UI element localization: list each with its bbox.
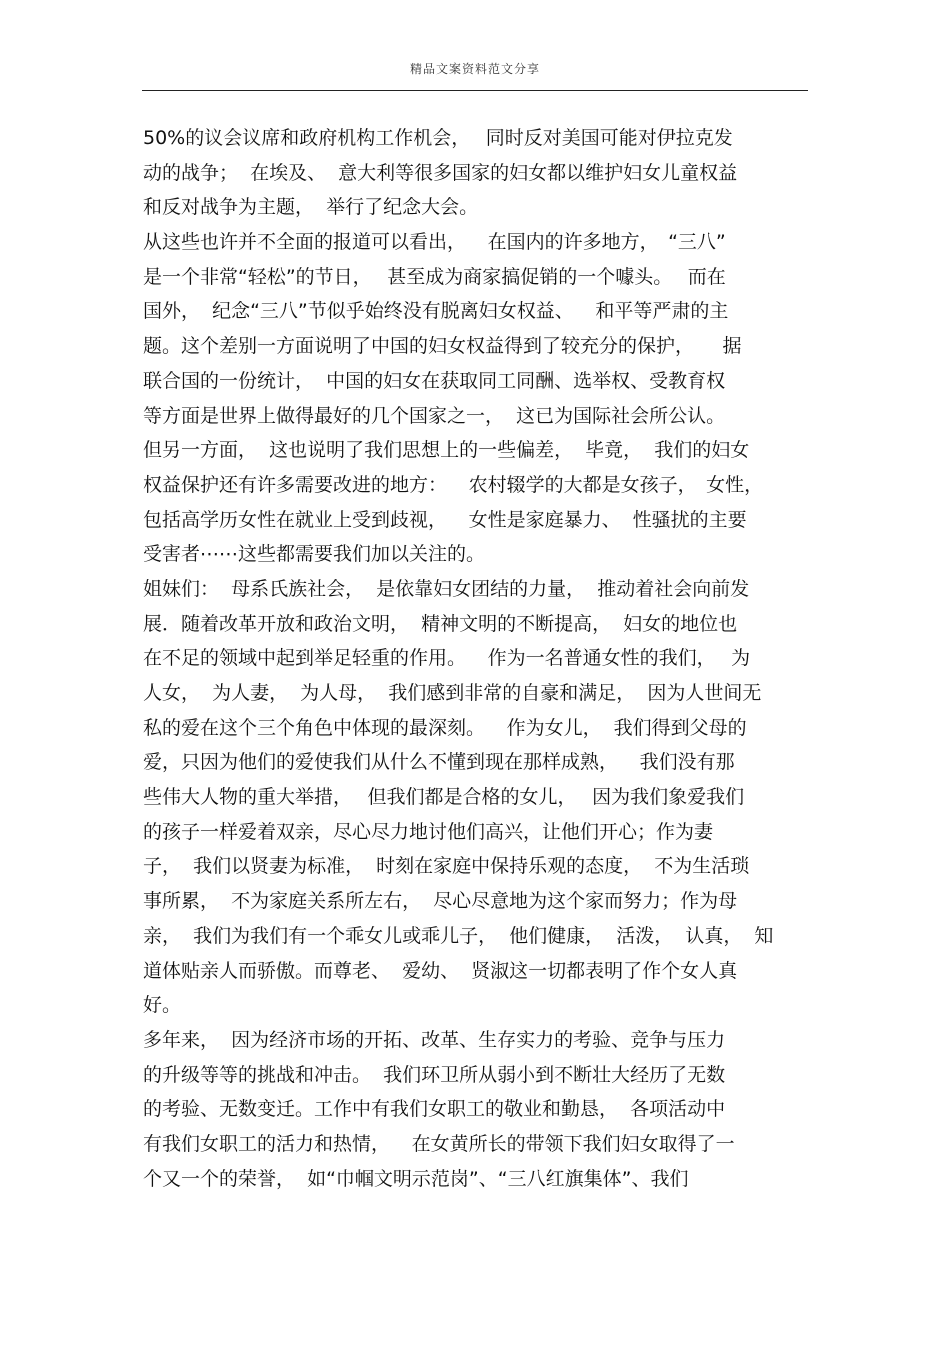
text-line: 好。	[143, 994, 182, 1017]
text-line: 个又一个的荣誉， 如“巾帼文明示范岗”、“三八红旗集体”、我们	[143, 1167, 689, 1190]
text-line: 是一个非常“轻松”的节日， 甚至成为商家搞促销的一个噱头。 而在	[143, 265, 726, 288]
text-line: 权益保护还有许多需要改进的地方： 农村辍学的大都是女孩子， 女性，	[143, 473, 764, 496]
text-line: 私的爱在这个三个角色中体现的最深刻。 作为女儿， 我们得到父母的	[143, 716, 747, 739]
text-line: 爱，只因为他们的爱使我们从什么不懂到现在那样成熟， 我们没有那	[143, 751, 735, 774]
page-header-title: 精品文案资料范文分享	[409, 62, 540, 76]
text-line: 的升级等等的挑战和冲击。 我们环卫所从弱小到不断壮大经历了无数	[143, 1063, 726, 1086]
text-line: 题。这个差别一方面说明了中国的妇女权益得到了较充分的保护， 据	[143, 335, 742, 358]
text-line: 展．随着改革开放和政治文明， 精神文明的不断提高， 妇女的地位也	[143, 612, 738, 635]
text-line: 的孩子一样爱着双亲，尽心尽力地讨他们高兴，让他们开心；作为妻	[143, 820, 714, 843]
text-line: 联合国的一份统计， 中国的妇女在获取同工同酬、选举权、受教育权	[143, 369, 726, 392]
text-line: 但另一方面， 这也说明了我们思想上的一些偏差， 毕竟， 我们的妇女	[143, 439, 750, 462]
text-line: 多年来， 因为经济市场的开拓、改革、生存实力的考验、竞争与压力	[143, 1028, 726, 1051]
text-line: 等方面是世界上做得最好的几个国家之一， 这已为国际社会所公认。	[143, 404, 726, 427]
text-line: 包括高学历女性在就业上受到歧视， 女性是家庭暴力、 性骚扰的主要	[143, 508, 747, 531]
text-line: 在不足的领域中起到举足轻重的作用。 作为一名普通女性的我们， 为	[143, 647, 751, 670]
text-line: 国外， 纪念“三八”节似乎始终没有脱离妇女权益、 和平等严肃的主	[143, 300, 729, 323]
text-line: 亲， 我们为我们有一个乖女儿或乖儿子， 他们健康， 活泼， 认真， 知	[143, 924, 774, 947]
header-divider	[142, 90, 808, 91]
text-line: 姐妹们： 母系氏族社会， 是依靠妇女团结的力量， 推动着社会向前发	[143, 577, 750, 600]
text-line: 些伟大人物的重大举措， 但我们都是合格的女儿， 因为我们象爱我们	[143, 786, 745, 809]
text-line: 事所累， 不为家庭关系所左右， 尽心尽意地为这个家而努力；作为母	[143, 890, 738, 913]
text-line: 子， 我们以贤妻为标准， 时刻在家庭中保持乐观的态度， 不为生活琐	[143, 855, 750, 878]
text-line: 50%的议会议席和政府机构工作机会， 同时反对美国可能对伊拉克发	[143, 127, 733, 149]
text-line: 有我们女职工的活力和热情， 在女黄所长的带领下我们妇女取得了一	[143, 1132, 735, 1155]
text-line: 的考验、无数变迁。工作中有我们女职工的敬业和勤恳， 各项活动中	[143, 1098, 726, 1121]
text-line: 动的战争； 在埃及、 意大利等很多国家的妇女都以维护妇女儿童权益	[143, 161, 738, 184]
text-line: 和反对战争为主题， 举行了纪念大会。	[143, 196, 479, 219]
text-line: 受害者⋯⋯这些都需要我们加以关注的。	[143, 543, 486, 566]
text-line: 道体贴亲人而骄傲。而尊老、 爱幼、 贤淑这一切都表明了作个女人真	[143, 959, 738, 982]
text-line: 从这些也许并不全面的报道可以看出， 在国内的许多地方， “三八”	[143, 231, 726, 254]
document-body	[143, 121, 823, 1196]
text-line: 人女， 为人妻， 为人母， 我们感到非常的自豪和满足， 因为人世间无	[143, 682, 762, 704]
